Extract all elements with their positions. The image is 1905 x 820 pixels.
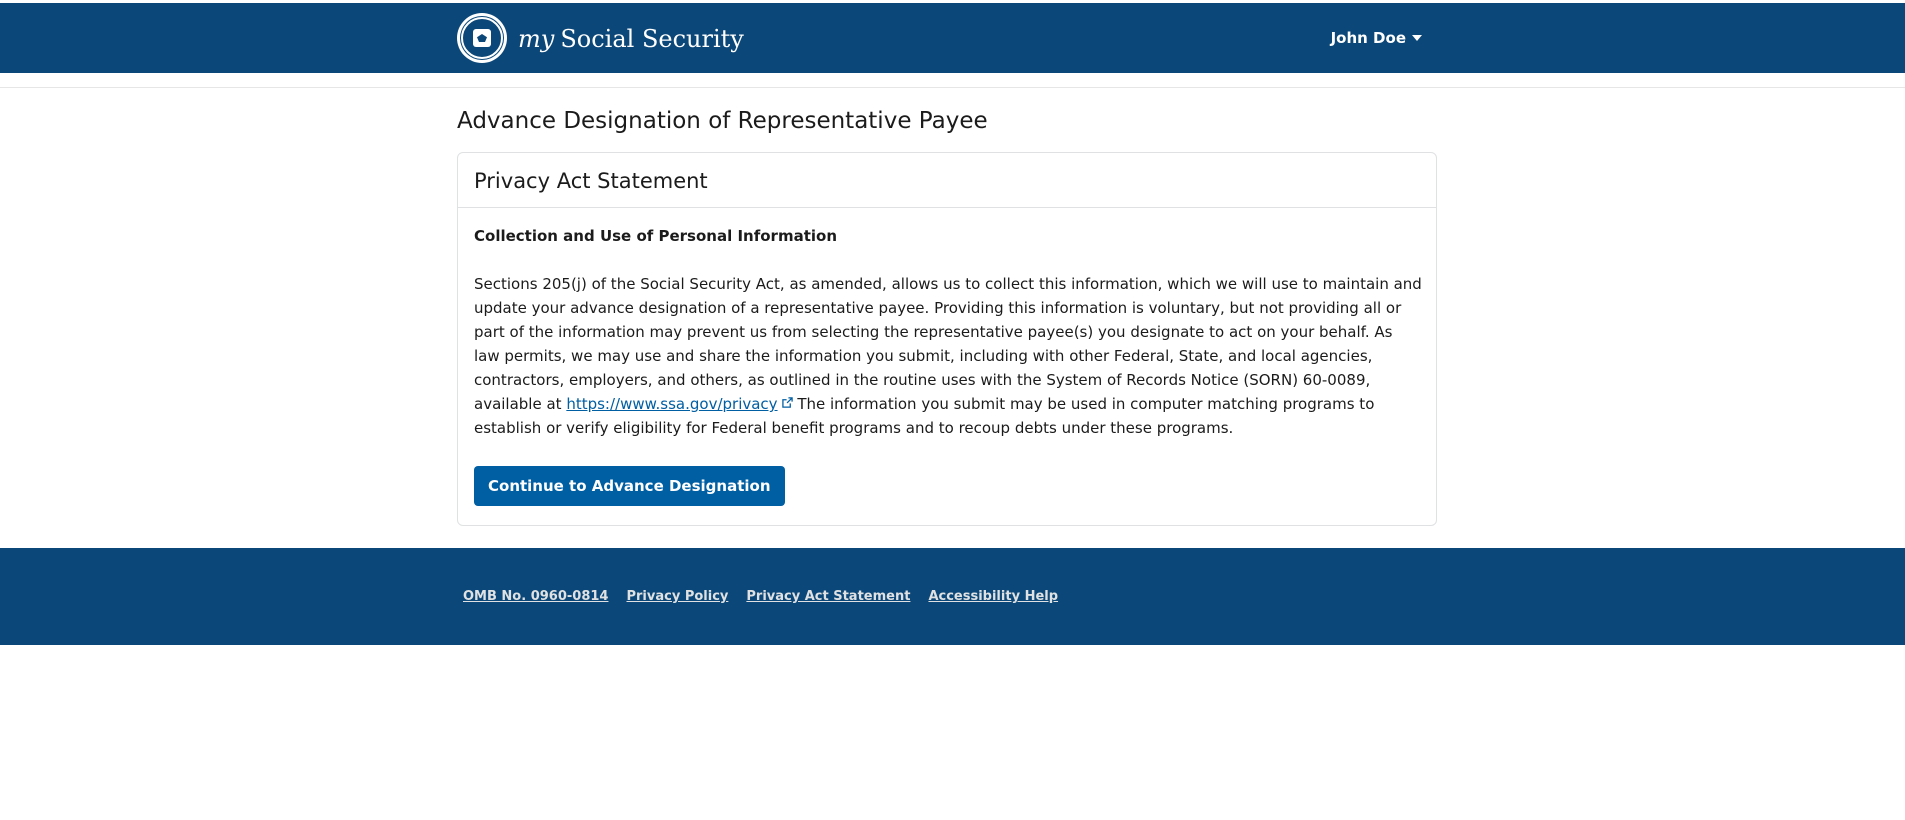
statement-text-after: The information you submit may be used in computer matching programs to establish or verify eligibility for Federal benefit programs and to recoup debts under these programs. [474,395,1375,437]
footer-links [463,589,1058,604]
seal-ring [461,17,503,59]
privacy-card [457,152,1437,526]
footer-link-privacy-policy[interactable]: Privacy Policy [626,589,729,604]
section-heading: Collection and Use of Personal Information [474,227,837,245]
card-title: Privacy Act Statement [458,153,1436,208]
site-footer [0,548,1905,645]
privacy-link-label: https://www.ssa.gov/privacy [566,395,778,413]
page-title: Advance Designation of Representative Payee [457,108,988,134]
footer-link-privacy-act[interactable]: Privacy Act Statement [746,589,911,604]
statement-text-before: Sections 205(j) of the Social Security Act, as amended, allows us to collect this information, which we will use to maintain and update your advance designation of a representative payee. Providing this information is voluntary, but not providing all or part of the information may prevent us from selecting the representative payee(s) you designate to act on your behalf. As law permits, we may use and share the information you submit, including with other Federal, State, and local agencies, contractors, employers, and others, as outlined in the routine uses with the System of Records Notice (SORN) 60-0089, available at [474,275,1422,413]
external-link-icon [782,397,793,408]
user-menu-toggle[interactable] [1331,29,1422,47]
brand-logo-text[interactable] [518,24,744,54]
footer-link-accessibility[interactable]: Accessibility Help [928,589,1059,604]
seal-eagle [473,29,491,47]
brand-prefix: my [518,25,555,53]
brand-name: Social Security [560,25,744,53]
header-inner [457,3,1422,73]
site-header [0,3,1905,73]
continue-button[interactable]: Continue to Advance Designation [474,466,785,506]
ssa-seal-icon[interactable] [457,13,507,63]
privacy-link[interactable] [566,395,792,413]
caret-down-icon [1412,35,1422,41]
card-body [458,208,1436,506]
footer-link-omb[interactable]: OMB No. 0960-0814 [463,589,609,604]
privacy-statement [474,272,1422,440]
user-name: John Doe [1330,29,1406,47]
header-divider [0,87,1905,88]
